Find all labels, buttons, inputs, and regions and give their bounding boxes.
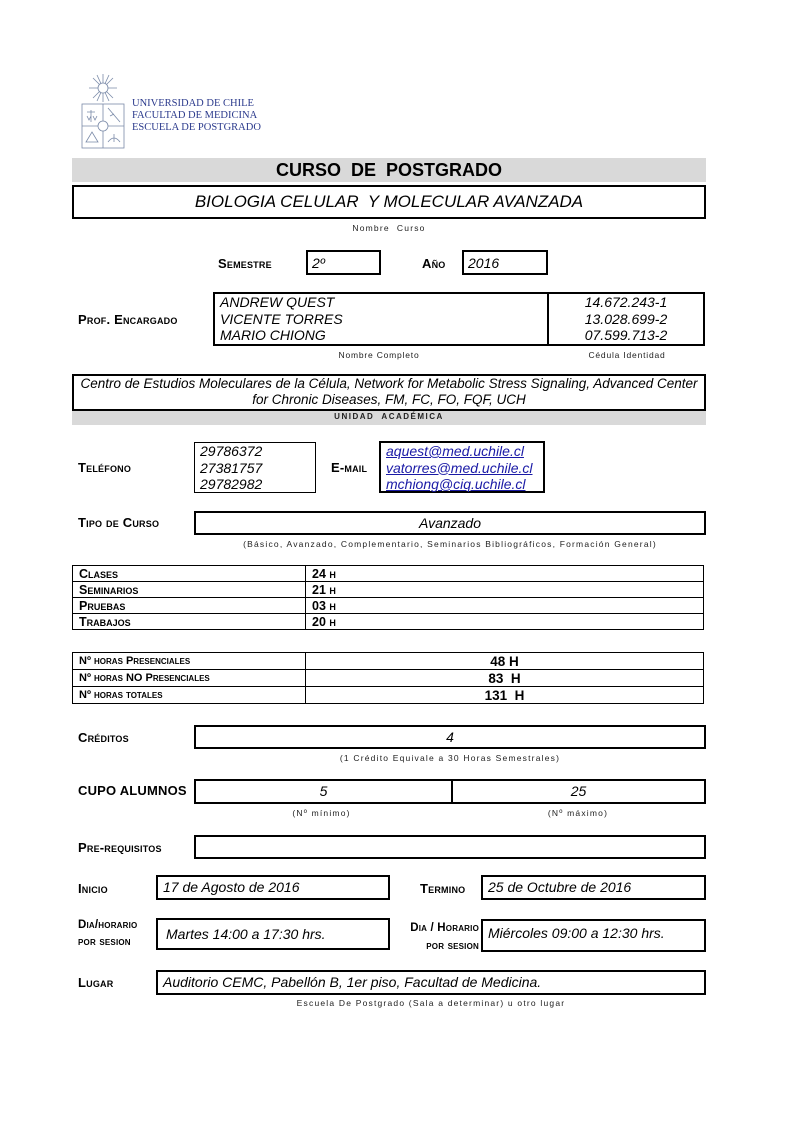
professor-name: MARIO CHIONG [220, 327, 326, 343]
hours-totals-row-label: Nº horas totales [73, 687, 306, 704]
hours-breakdown-row-label: Trabajos [73, 614, 306, 630]
prerequisites-label: Pre-requisitos [78, 840, 162, 855]
hours-totals-table [72, 652, 704, 704]
name-caption: Nombre Completo [338, 350, 420, 360]
university-crest-icon [78, 72, 128, 152]
credits-label: Créditos [78, 730, 129, 745]
professor-id: 14.672.243-1 [584, 294, 668, 310]
hours-breakdown-row-label: Pruebas [73, 598, 306, 614]
id-caption: Cédula Identidad [588, 350, 666, 360]
email-list [386, 443, 533, 493]
email-link[interactable]: mchiong@ciq.uchile.cl [386, 476, 526, 492]
hours-breakdown-row-value[interactable]: 21 h [306, 582, 704, 598]
hours-totals-row-label: Nº horas Presenciales [73, 653, 306, 670]
course-type-label: Tipo de Curso [78, 515, 160, 530]
schedule1-value: Martes 14:00 a 17:30 hrs. [166, 926, 326, 942]
hours-totals-row-value[interactable]: 48 H [306, 653, 704, 670]
hours-breakdown-row [73, 598, 704, 614]
schedule1-label [78, 917, 137, 951]
professor-names [220, 294, 343, 344]
professor-id: 07.599.713-2 [584, 327, 668, 343]
schedule2-label-line: por sesion [426, 940, 479, 952]
capacity-label: CUPO ALUMNOS [78, 783, 187, 798]
course-type-field[interactable] [194, 511, 706, 535]
hours-totals-row-value[interactable]: 83 H [306, 670, 704, 687]
institution-line: FACULTAD DE MEDICINA [132, 110, 258, 121]
phone-field[interactable] [194, 442, 316, 493]
email-field[interactable] [379, 441, 545, 493]
academic-unit-value: Centro de Estudios Moleculares de la Célula, Network for Metabolic Stress Signaling, Advanced Center for Chronic Diseases, FM, FC, FO, FQF, UCH [80, 376, 698, 407]
location-label: Lugar [78, 975, 114, 990]
semester-label: Semestre [218, 256, 272, 271]
institution-line: UNIVERSIDAD DE CHILE [132, 98, 254, 109]
start-date-field[interactable] [156, 875, 390, 900]
hours-breakdown-row-label: Seminarios [73, 582, 306, 598]
credits-caption: (1 Crédito Equivale a 30 Horas Semestrales) [339, 753, 561, 763]
hours-breakdown-row-value[interactable]: 24 h [306, 566, 704, 582]
email-link[interactable]: vatorres@med.uchile.cl [386, 459, 533, 476]
capacity-max-value[interactable]: 25 [570, 783, 587, 799]
professors-field[interactable] [213, 292, 705, 346]
hours-breakdown-row-value[interactable]: 03 h [306, 598, 704, 614]
hours-breakdown-table [72, 565, 704, 630]
schedule2-label-line: Dia / Horario [410, 922, 479, 934]
professor-ids [549, 294, 703, 344]
schedule1-label-line: Dia/horario [78, 919, 138, 931]
hours-breakdown-row-value[interactable]: 20 h [306, 614, 704, 630]
capacity-min-caption: (Nº mínimo) [292, 808, 351, 818]
hours-totals-row [73, 670, 704, 687]
course-type-caption: (Básico, Avanzado, Complementario, Seminarios Bibliográficos, Formación General) [243, 539, 657, 549]
course-name-caption: Nombre Curso [352, 223, 426, 233]
schedule2-label [392, 919, 479, 955]
location-value: Auditorio CEMC, Pabellón B, 1er piso, Facultad de Medicina. [163, 974, 542, 990]
academic-unit-caption: UNIDAD ACADÉMICA [334, 412, 444, 421]
course-name-value: BIOLOGIA CELULAR Y MOLECULAR AVANZADA [194, 192, 584, 211]
hours-breakdown-row [73, 566, 704, 582]
schedule2-value: Miércoles 09:00 a 12:30 hrs. [488, 925, 665, 941]
hours-breakdown-row-label: Clases [73, 566, 306, 582]
professor-name: ANDREW QUEST [220, 294, 335, 310]
email-link[interactable]: aquest@med.uchile.cl [386, 443, 524, 459]
prerequisites-field[interactable] [194, 835, 706, 859]
end-date-label: Termino [420, 881, 466, 896]
academic-unit-field[interactable] [72, 374, 706, 411]
hours-totals-row [73, 687, 704, 704]
credits-field[interactable] [194, 725, 706, 749]
email-label: E-mail [331, 460, 368, 475]
location-caption: Escuela De Postgrado (Sala a determinar) u otro lugar [296, 998, 566, 1008]
year-field[interactable] [462, 250, 548, 275]
course-name-field[interactable] [72, 185, 706, 219]
hours-totals-row-value[interactable]: 131 H [306, 687, 704, 704]
professor-name: VICENTE TORRES [220, 310, 343, 327]
phone-list [200, 443, 262, 493]
phone-number: 29782982 [200, 476, 263, 492]
end-date-field[interactable] [481, 875, 706, 900]
capacity-max-caption: (Nº máximo) [547, 808, 609, 818]
schedule2-field[interactable] [481, 919, 706, 952]
hours-totals-row-label: Nº horas NO Presenciales [73, 670, 306, 687]
phone-label: Teléfono [78, 460, 132, 475]
schedule1-label-line: por sesion [78, 936, 131, 948]
professor-id: 13.028.699-2 [584, 310, 668, 327]
schedule1-field[interactable] [156, 918, 390, 950]
hours-totals-row [73, 653, 704, 670]
location-field[interactable] [156, 970, 706, 995]
end-date-value: 25 de Octubre de 2016 [488, 879, 632, 895]
year-label: Año [422, 256, 446, 271]
capacity-min-value[interactable]: 5 [319, 783, 328, 799]
semester-field[interactable] [306, 250, 381, 275]
institution-name [132, 98, 261, 134]
start-date-label: Inicio [78, 881, 108, 896]
start-date-value: 17 de Agosto de 2016 [163, 879, 300, 895]
institution-line: ESCUELA DE POSTGRADO [132, 122, 261, 133]
semester-value: 2º [312, 255, 325, 271]
capacity-field [194, 779, 706, 804]
hours-breakdown-row [73, 582, 704, 598]
hours-breakdown-row [73, 614, 704, 630]
course-type-value: Avanzado [418, 515, 481, 531]
phone-number: 29786372 [200, 443, 263, 459]
credits-value: 4 [446, 729, 454, 745]
phone-number: 27381757 [200, 459, 263, 476]
year-value: 2016 [468, 255, 500, 271]
form-title: CURSO DE POSTGRADO [275, 160, 503, 180]
professor-label: Prof. Encargado [78, 312, 178, 327]
